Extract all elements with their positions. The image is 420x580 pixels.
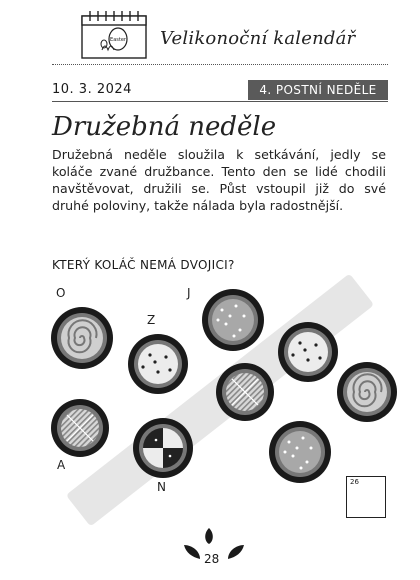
leaf-icon <box>203 528 215 544</box>
cake-n <box>133 418 193 478</box>
cake-o <box>51 307 113 369</box>
header-title: Velikonoční kalendář <box>160 28 356 49</box>
cake-j <box>202 289 264 351</box>
date-label: 10. 3. 2024 <box>52 82 132 97</box>
answer-box-number: 26 <box>350 478 359 486</box>
puzzle-question: KTERÝ KOLÁČ NEMÁ DVOJICI? <box>52 258 235 272</box>
letter-n: N <box>157 480 166 494</box>
cake-z <box>128 334 188 394</box>
letter-z: Z <box>147 313 156 327</box>
letter-j: J <box>187 286 191 300</box>
sunday-badge-label: 4. POSTNÍ NEDĚLE <box>259 83 377 97</box>
leaf-left-icon <box>184 545 200 559</box>
cake-a <box>51 399 109 457</box>
page-number: 28 <box>204 552 220 566</box>
letter-o: O <box>56 286 66 300</box>
letter-a: A <box>57 458 66 472</box>
cake-striped-middle <box>216 363 274 421</box>
cake-spiral-right <box>337 362 397 422</box>
leaf-right-icon <box>228 545 244 559</box>
description-paragraph: Družebná neděle sloužila k setkávání, jedly se koláče zvané družbance. Tento den se lidé chodili navštěvovat, družili se. Půst vstoupil již do své druhé poloviny, takže nálada byla radostnější. <box>52 147 386 213</box>
cake-grey-dots-bottom <box>269 421 331 483</box>
day-title: Družebná neděle <box>52 112 277 142</box>
cake-light-dots-right <box>278 322 338 382</box>
icon-egg-text: Easter <box>110 37 126 43</box>
